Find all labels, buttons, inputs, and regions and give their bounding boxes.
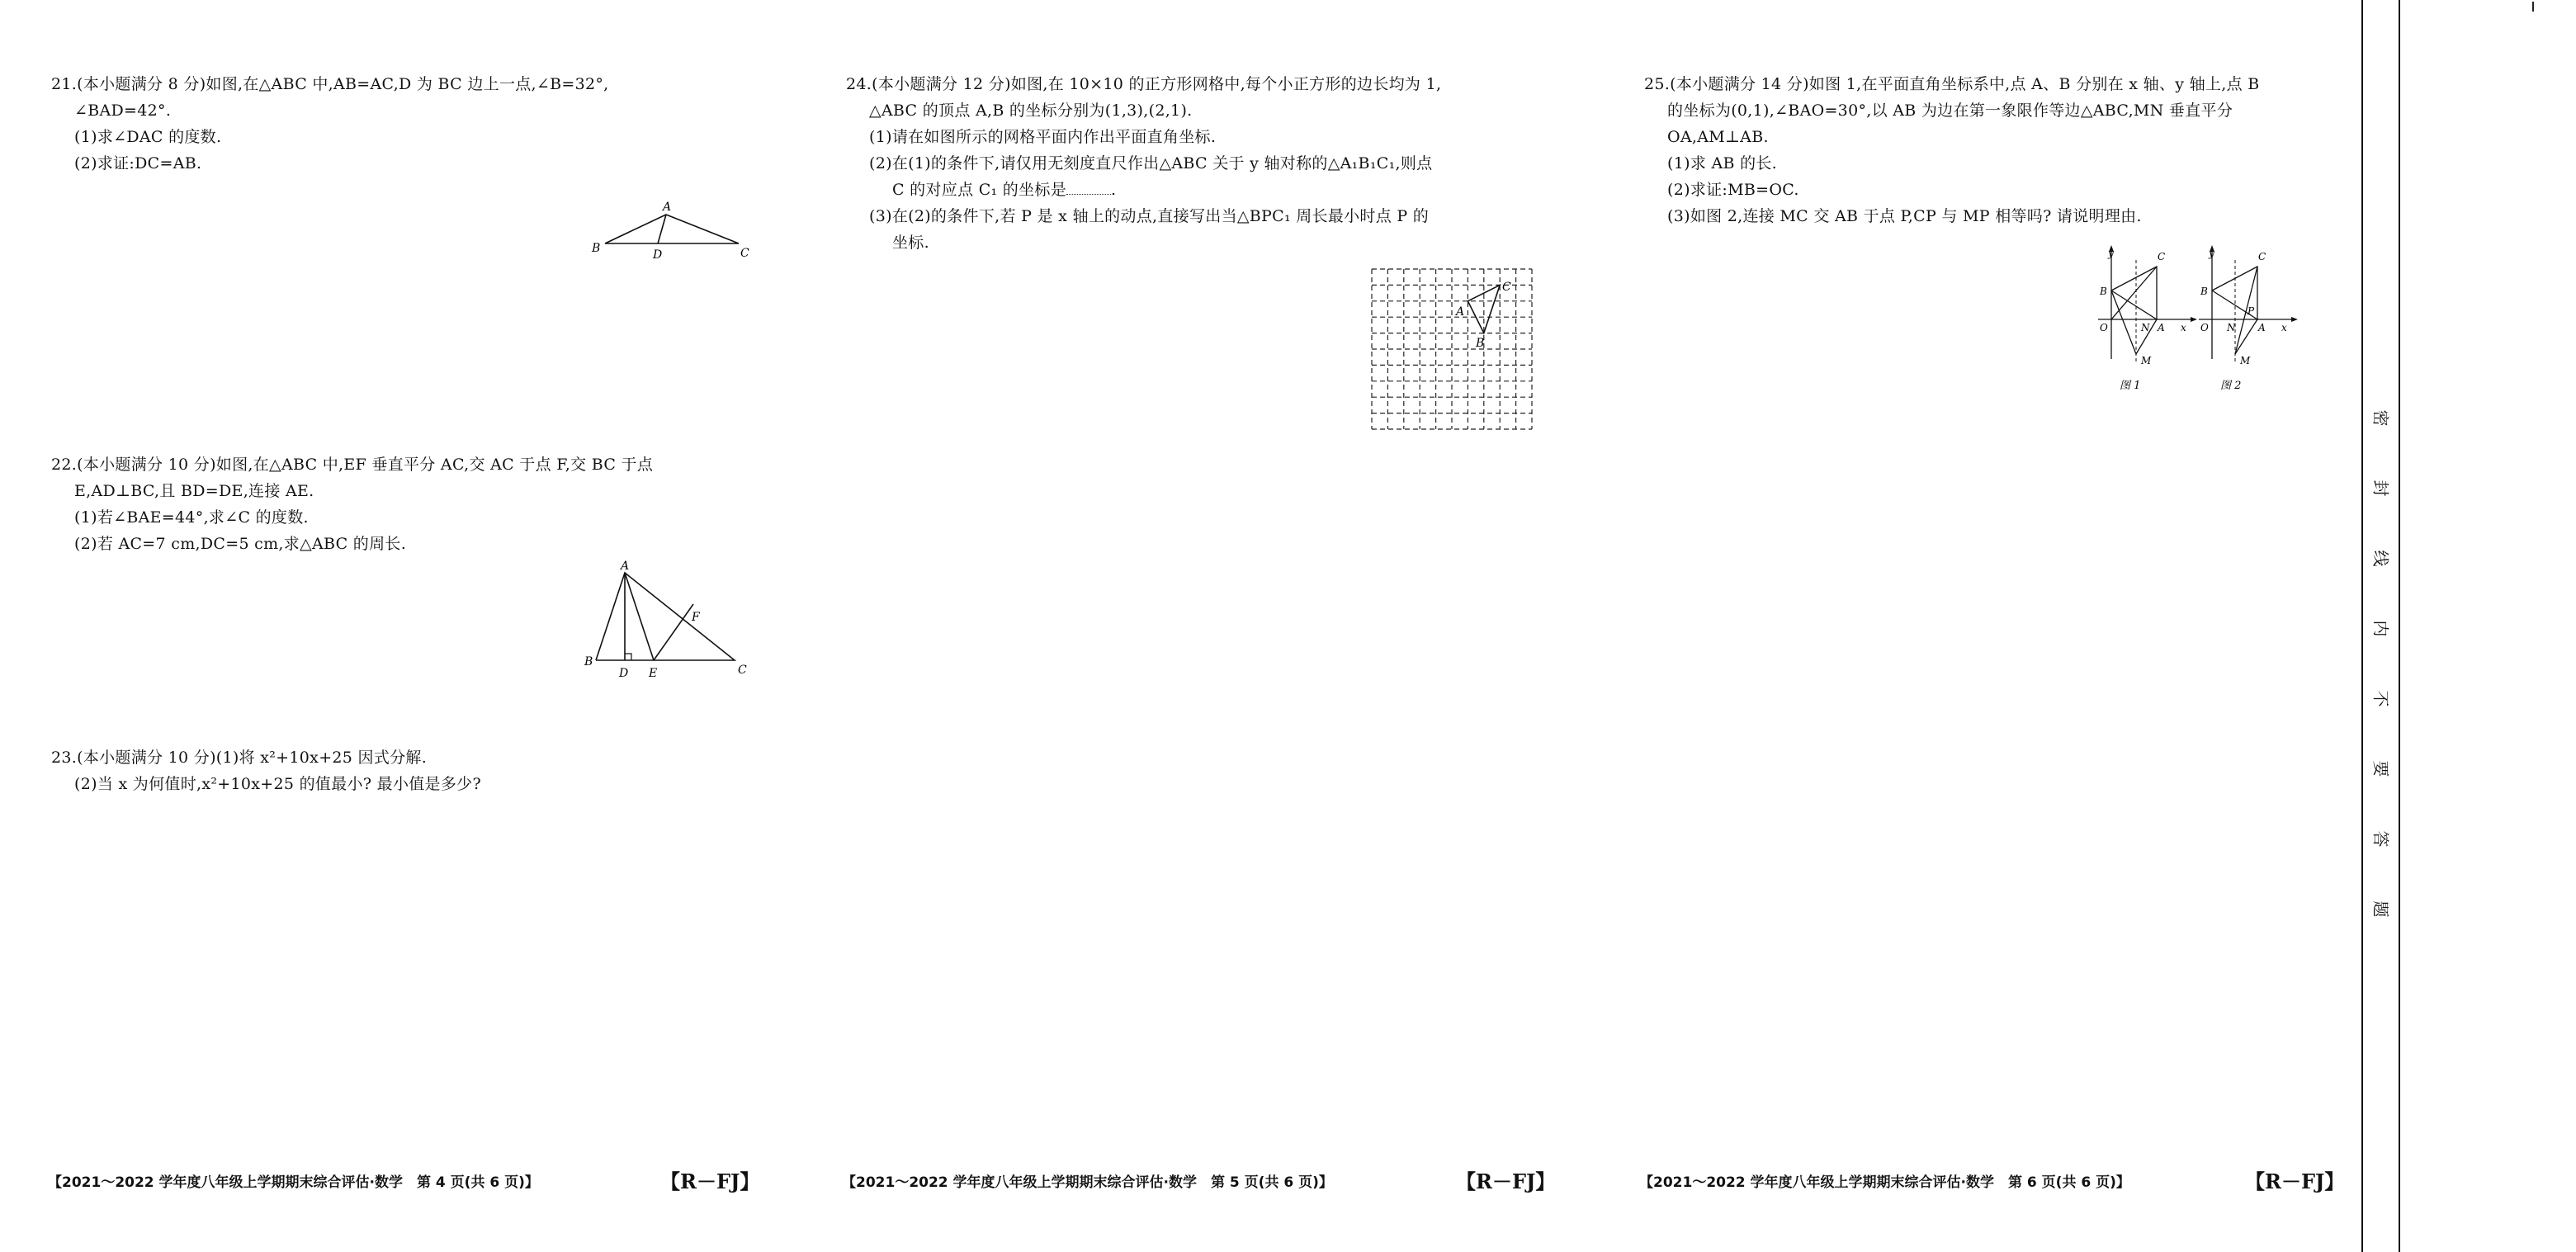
- label-N: N: [2141, 322, 2150, 333]
- question-23-part2: (2)当 x 为何值时,x²+10x+25 的值最小? 最小值是多少?: [74, 775, 481, 793]
- binding-char-7: 答: [2370, 830, 2391, 848]
- binding-char-3: 线: [2370, 550, 2391, 567]
- label-B: B: [584, 655, 593, 669]
- question-24-stem-line1: 24.(本小题满分 12 分)如图,在 10×10 的正方形网格中,每个小正方形的边长均为 1,: [846, 75, 1442, 93]
- label-A: A: [663, 201, 672, 214]
- label-A: A: [1456, 305, 1465, 319]
- label-B: B: [2100, 286, 2107, 297]
- page-6: [1618, 0, 2361, 1252]
- question-25: [1644, 71, 2259, 229]
- question-22-stem-line1: 22.(本小题满分 10 分)如图,在△ABC 中,EF 垂直平分 AC,交 AC 于点 F,交 BC 于点: [51, 456, 654, 474]
- label-C: C: [2258, 251, 2266, 262]
- question-21: [51, 71, 609, 177]
- binding-char-1: 密: [2370, 409, 2391, 427]
- label-A: A: [2158, 322, 2165, 333]
- binding-char-5: 不: [2370, 690, 2391, 707]
- question-23-part1: 23.(本小题满分 10 分)(1)将 x²+10x+25 因式分解.: [51, 749, 428, 767]
- question-25-stem-line3: OA,AM⊥AB.: [1667, 128, 1769, 146]
- label-F: F: [692, 611, 700, 624]
- label-B: B: [1476, 337, 1485, 350]
- question-24-stem-line2: △ABC 的顶点 A,B 的坐标分别为(1,3),(2,1).: [869, 102, 1193, 120]
- question-24: [846, 71, 1441, 256]
- question-24-part3-cont: 坐标.: [892, 234, 929, 252]
- page-4-code: 【R－FJ】: [660, 1169, 760, 1193]
- question-25-part2: (2)求证:MB=OC.: [1667, 181, 1799, 199]
- question-24-part3: (3)在(2)的条件下,若 P 是 x 轴上的动点,直接写出当△BPC₁ 周长最小时点 P 的: [869, 207, 1430, 225]
- label-O: O: [2200, 322, 2209, 333]
- label-A: A: [621, 560, 630, 573]
- label-M: M: [2240, 355, 2251, 366]
- figure-21-triangle: [582, 186, 755, 260]
- figure-24-grid: [1370, 266, 1535, 431]
- page-6-footer: 【2021～2022 学年度八年级上学期期末综合评估·数学 第 6 页(共 6 页)】: [1639, 1174, 2130, 1191]
- question-21-part1: (1)求∠DAC 的度数.: [74, 128, 222, 146]
- label-x: x: [2281, 322, 2287, 333]
- question-22-stem-line2: E,AD⊥BC,且 BD=DE,连接 AE.: [74, 482, 314, 500]
- figure-22-triangle: [578, 561, 759, 685]
- page-4-footer: 【2021～2022 学年度八年级上学期期末综合评估·数学 第 4 页(共 6 页)】: [48, 1174, 539, 1191]
- page-6-code: 【R－FJ】: [2245, 1169, 2345, 1193]
- question-24-part2-text: C 的对应点 C₁ 的坐标是: [892, 181, 1067, 199]
- question-22-part2: (2)若 AC=7 cm,DC=5 cm,求△ABC 的周长.: [74, 535, 407, 553]
- page-5-code: 【R－FJ】: [1456, 1169, 1556, 1193]
- label-C: C: [1502, 281, 1511, 294]
- question-24-part1: (1)请在如图所示的网格平面内作出平面直角坐标.: [869, 128, 1217, 146]
- page-5: [809, 0, 1618, 1252]
- label-P: P: [2248, 305, 2255, 317]
- label-M: M: [2141, 355, 2152, 366]
- question-25-part1: (1)求 AB 的长.: [1667, 154, 1778, 172]
- question-23: [51, 744, 481, 797]
- page-4: [0, 0, 809, 1252]
- binding-line-outer: [2361, 0, 2363, 1252]
- page-5-footer: 【2021～2022 学年度八年级上学期期末综合评估·数学 第 5 页(共 6 页)】: [842, 1174, 1333, 1191]
- binding-char-8: 题: [2370, 900, 2391, 918]
- label-y: y: [2108, 248, 2114, 259]
- binding-char-4: 内: [2370, 620, 2391, 637]
- label-x: x: [2181, 322, 2186, 333]
- period: .: [1111, 181, 1117, 199]
- label-D: D: [653, 248, 663, 262]
- question-21-stem-line1: 21.(本小题满分 8 分)如图,在△ABC 中,AB=AC,D 为 BC 边上一点,∠B=32°,: [51, 75, 609, 93]
- label-E: E: [649, 667, 658, 680]
- figure-25-1: [2095, 243, 2202, 396]
- question-22: [51, 451, 653, 557]
- question-25-stem-line2: 的坐标为(0,1),∠BAO=30°,以 AB 为边在第一象限作等边△ABC,MN 垂直平分: [1667, 102, 2233, 120]
- label-B: B: [592, 242, 601, 255]
- question-25-stem-line1: 25.(本小题满分 14 分)如图 1,在平面直角坐标系中,点 A、B 分别在 x 轴、y 轴上,点 B: [1644, 75, 2260, 93]
- scan-mark: [2532, 2, 2534, 12]
- question-25-part3: (3)如图 2,连接 MC 交 AB 于点 P,CP 与 MP 相等吗? 请说明理由.: [1667, 207, 2142, 225]
- label-A: A: [2258, 322, 2266, 333]
- label-C: C: [738, 664, 747, 677]
- figure-2-caption: 图 2: [2220, 380, 2242, 392]
- binding-char-6: 要: [2370, 760, 2391, 777]
- binding-line-inner: [2399, 0, 2400, 1252]
- label-O: O: [2100, 322, 2108, 333]
- label-B: B: [2200, 286, 2208, 297]
- answer-blank[interactable]: [1066, 179, 1111, 195]
- question-22-part1: (1)若∠BAE=44°,求∠C 的度数.: [74, 508, 309, 527]
- binding-char-2: 封: [2370, 480, 2391, 497]
- label-C: C: [740, 247, 749, 260]
- figure-25-2: [2196, 243, 2303, 396]
- label-D: D: [619, 667, 629, 680]
- question-21-part2: (2)求证:DC=AB.: [74, 154, 202, 172]
- label-y: y: [2209, 248, 2214, 259]
- label-C: C: [2158, 251, 2166, 262]
- question-24-part2-cont: [846, 177, 1441, 203]
- label-N: N: [2227, 322, 2236, 333]
- question-24-part2: (2)在(1)的条件下,请仅用无刻度直尺作出△ABC 关于 y 轴对称的△A₁B₁C₁,则点: [869, 154, 1433, 172]
- question-21-stem-line2: ∠BAD=42°.: [74, 102, 172, 120]
- figure-1-caption: 图 1: [2120, 380, 2141, 392]
